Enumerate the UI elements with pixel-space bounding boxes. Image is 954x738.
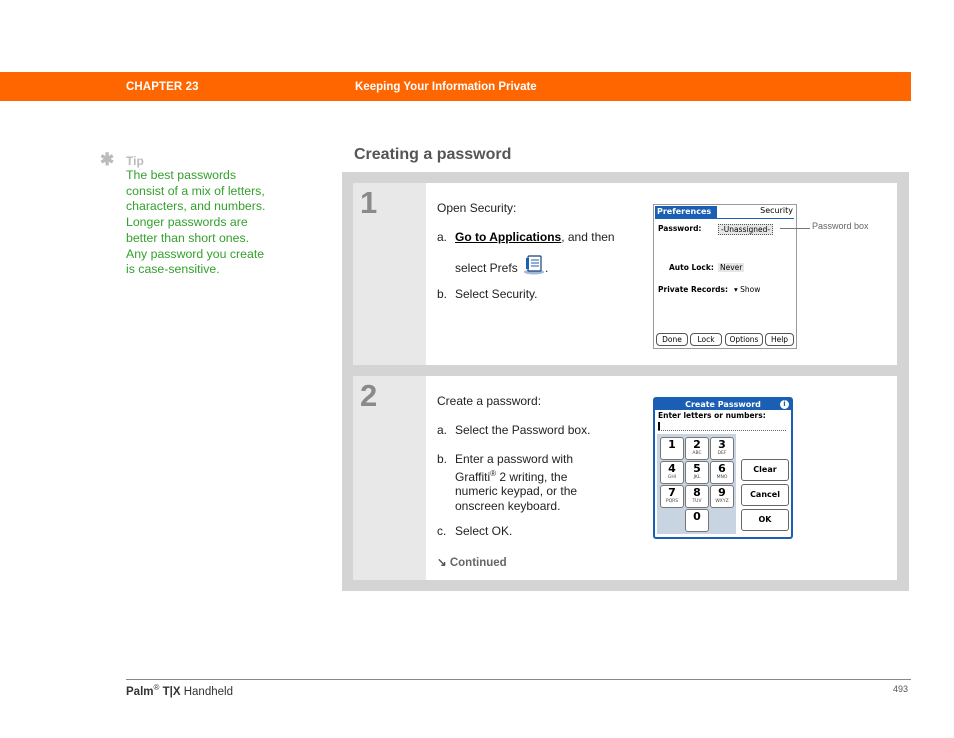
step-number-cell: [353, 183, 426, 365]
item-text: Graffiti: [455, 469, 491, 484]
tip-text: [126, 168, 276, 278]
password-prompt: Enter letters or numbers:: [658, 411, 766, 420]
step-item-a-cont: [437, 255, 548, 276]
continued-indicator: [437, 555, 507, 569]
callout-line: [780, 228, 810, 229]
item-label: c.: [437, 524, 447, 538]
lock-button: Lock: [690, 333, 722, 346]
step-number: 2: [360, 378, 378, 413]
tip-line: Longer passwords are: [126, 215, 248, 230]
password-box-callout: Password box: [812, 221, 869, 231]
done-button: Done: [656, 333, 688, 346]
ok-button: OK: [741, 509, 789, 531]
item-label: a.: [437, 230, 448, 244]
keypad-key: 5 JKL: [685, 461, 709, 484]
options-button: Options: [725, 333, 763, 346]
footer-product: [126, 683, 233, 698]
tip-line: consist of a mix of letters,: [126, 183, 265, 198]
preferences-tab: Preferences: [655, 206, 717, 218]
step-intro: Create a password:: [437, 394, 542, 408]
private-records-value: ▾ Show: [734, 285, 761, 294]
keypad-key: 8 TUV: [685, 485, 709, 508]
product-type: Handheld: [183, 685, 233, 698]
tip-asterisk-icon: ✱: [100, 150, 115, 169]
footer-rule: [126, 679, 911, 680]
step-item-c: [437, 524, 512, 539]
chapter-header-bar: [0, 72, 911, 101]
step-number-cell: [353, 376, 426, 580]
keypad-key: 7 PQRS: [660, 485, 684, 508]
info-icon: i: [780, 400, 789, 409]
item-period: .: [545, 261, 549, 275]
step-1: [353, 183, 897, 365]
step-item-a: [437, 230, 615, 245]
keypad-key: 4 GHI: [660, 461, 684, 484]
tip-line: is case-sensitive.: [126, 262, 220, 277]
arrow-down-right-icon: ↘: [437, 557, 447, 569]
keypad-key: 9 WXYZ: [710, 485, 734, 508]
item-text: Select OK.: [455, 524, 513, 538]
page-number: 493: [893, 684, 909, 694]
create-password-screenshot: [653, 397, 793, 539]
keypad-key: 2 ABC: [685, 437, 709, 460]
tip-label: Tip: [126, 154, 144, 168]
keypad-key: 6 MNO: [710, 461, 734, 484]
step-item-b: [437, 287, 537, 302]
section-title: Creating a password: [354, 146, 512, 163]
tip-line: The best passwords: [126, 168, 237, 182]
prefs-icon: [523, 255, 545, 275]
item-text: onscreen keyboard.: [455, 498, 561, 513]
chapter-number: CHAPTER 23: [126, 81, 199, 93]
item-label: b.: [437, 287, 448, 301]
private-records-label: Private Records:: [658, 285, 728, 294]
keypad-key: 3 DEF: [710, 437, 734, 460]
item-text: numeric keypad, or the: [455, 484, 578, 498]
security-screen-screenshot: [653, 204, 797, 349]
step-number: 1: [360, 185, 378, 220]
step-item-b: [437, 452, 577, 513]
registered-mark: ®: [490, 468, 497, 478]
cancel-button: Cancel: [741, 484, 789, 506]
tip-line: better than short ones.: [126, 230, 250, 245]
tip-line: Any password you create: [126, 246, 265, 261]
brand: Palm: [126, 685, 154, 698]
keypad-key: 0: [685, 509, 709, 532]
help-button: Help: [765, 333, 794, 346]
auto-lock-label: Auto Lock:: [669, 263, 714, 272]
item-text: select Prefs: [455, 261, 518, 275]
clear-button: Clear: [741, 459, 789, 481]
keypad-key: 1: [660, 437, 684, 460]
password-box: -Unassigned-: [718, 224, 773, 235]
step-2: [353, 376, 897, 580]
item-text: Select the Password box.: [455, 423, 591, 437]
model: T|X: [162, 685, 181, 698]
step-item-a: [437, 423, 590, 438]
registered-mark: ®: [153, 683, 160, 692]
numeric-keypad: [657, 434, 736, 534]
go-to-applications-link[interactable]: Go to Applications: [455, 230, 562, 244]
tip-line: characters, and numbers.: [126, 199, 266, 214]
password-label: Password:: [658, 224, 702, 233]
item-text: 2 writing, the: [496, 469, 568, 484]
create-password-title: Create Password: [655, 399, 791, 410]
item-text: Select Security.: [455, 287, 538, 301]
step-intro: Open Security:: [437, 201, 517, 215]
item-text: Enter a password with: [455, 452, 574, 466]
security-panel-label: Security: [760, 206, 793, 215]
chapter-title: Keeping Your Information Private: [355, 81, 537, 93]
continued-label: Continued: [449, 557, 507, 569]
item-label: b.: [437, 452, 448, 466]
item-label: a.: [437, 423, 448, 437]
auto-lock-value: Never: [720, 263, 743, 272]
item-text: , and then: [561, 230, 615, 244]
